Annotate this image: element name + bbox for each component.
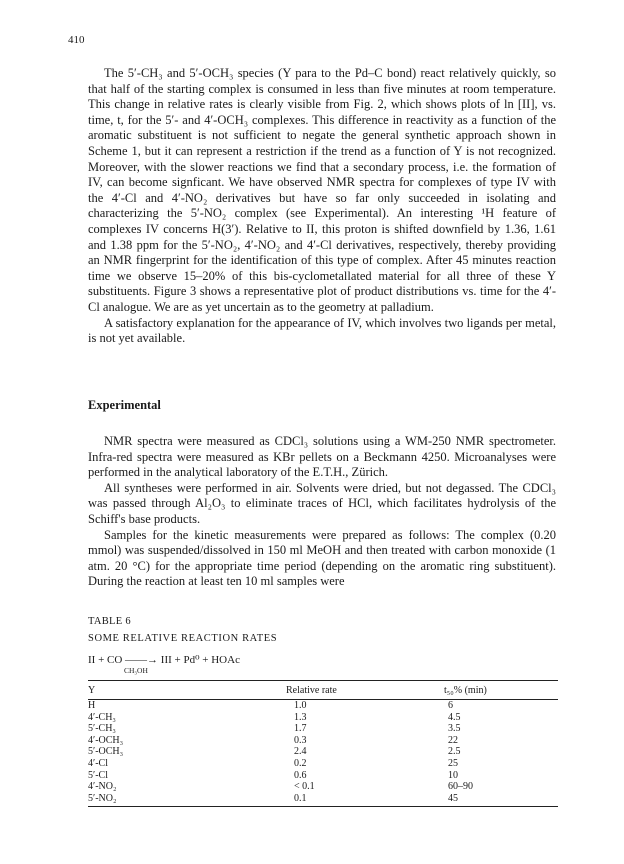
cell-t50: 6 <box>448 700 453 711</box>
section-heading: Experimental <box>88 398 161 412</box>
cell-y: 5′-CH₃ <box>88 723 116 735</box>
cell-t50: 2.5 <box>448 746 461 758</box>
paragraph: Samples for the kinetic measurements were prepared as follows: The complex (0.20 mmol) was suspended/dissolved in 150 ml MeOH and then treated with carbon monoxide (1 atm. 20 °C) for the appropriate time period (depending on the aromatic ring substituent). During the reaction at least ten 10 ml samples were <box>88 527 556 589</box>
body-text-top <box>88 66 556 347</box>
page-number: 410 <box>68 34 85 46</box>
rates-table <box>88 680 558 807</box>
cell-rate: 1.7 <box>294 723 307 735</box>
cell-rate: 1.3 <box>294 711 307 723</box>
cell-t50: 3.5 <box>448 723 461 735</box>
cell-rate: 0.1 <box>246 793 444 807</box>
paragraph: A satisfactory explanation for the appearance of IV, which involves two ligands per metal, is not yet available. <box>88 315 556 346</box>
cell-rate: 0.6 <box>294 769 307 781</box>
table-row <box>88 781 558 793</box>
cell-t50: 22 <box>448 734 458 746</box>
reaction-equation <box>88 653 240 675</box>
cell-y: H <box>88 700 96 711</box>
cell-t50: 45 <box>444 793 558 807</box>
header-relative-rate: Relative rate <box>246 681 444 700</box>
equation-text: II + CO ——→ III + Pd⁰ + HOAc <box>88 654 240 666</box>
table-header-row <box>88 681 558 700</box>
paragraph: The 5′-CH₃ and 5′-OCH₃ species (Y para to the Pd–C bond) react relatively quickly, so that half of the starting complex is consumed in less than five minutes at room temperature. This change in relative rates is clearly visible from Fig. 2, which shows plots of ln [II], vs. time, t, for the 5′- and 4′-OCH₃ complexes. This difference in reactivity as a function of the aromatic substituent is not sufficient to negate the general synthetic approach shown in Scheme 1, but it can represent a restriction if the trend as a function of Y is not recognized. Moreover, with the slower reactions we find that a secondary process, i.e. the formation of IV, can become signficant. We have observed NMR spectra for complexes of type IV with the 4′-Cl and 4′-NO₂ derivatives but have so far only succeeded in isolating and characterizing the 5′-NO₂ complex (see Experimental). An interesting ¹H feature of complexes IV concerns H(3′). Relative to II, this proton is shifted downfield by 1.36, 1.61 and 1.38 ppm for the 5′-NO₂, 4′-NO₂ and 4′-Cl derivatives, respectively, thereby providing an NMR fingerprint for the identification of this type of complex. After 45 minutes reaction time we observe 15–20% of this bis-cyclometallated material for all three of these Y substituents. Figure 3 shows a representative plot of product distributions vs. time for the 4′-Cl analogue. We are as yet uncertain as to the geometry at palladium. <box>88 66 556 314</box>
table-caption: SOME RELATIVE REACTION RATES <box>88 633 278 644</box>
cell-y: 4′-Cl <box>88 757 108 769</box>
cell-y: 4′-NO₂ <box>88 781 117 793</box>
table-row <box>88 735 558 747</box>
cell-t50: 10 <box>448 769 458 781</box>
table-row <box>88 746 558 758</box>
table-row <box>88 770 558 782</box>
table-row <box>88 723 558 735</box>
table-row <box>88 793 558 807</box>
paragraph: All syntheses were performed in air. Solvents were dried, but not degassed. The CDCl₃ was passed through Al₂O₃ to eliminate traces of HCl, which facilitates hydrolysis of the Schiff's base products. <box>88 480 556 526</box>
paragraph: NMR spectra were measured as CDCl₃ solutions using a WM-250 NMR spectrometer. Infra-red spectra were measured as KBr pellets on a Beckmann 4250. Microanalyses were performed in the analytical laboratory of the E.T.H., Zürich. <box>88 434 556 480</box>
cell-y: 4′-OCH₃ <box>88 734 124 746</box>
cell-y: 5′-OCH₃ <box>88 746 124 758</box>
cell-t50: 60–90 <box>448 781 473 793</box>
cell-y: 5′-NO₂ <box>88 793 246 807</box>
cell-t50: 4.5 <box>448 711 461 723</box>
header-y: Y <box>88 681 246 700</box>
cell-rate: 1.0 <box>294 700 307 711</box>
header-t50: t₅₀% (min) <box>444 681 558 700</box>
table-row <box>88 712 558 724</box>
table-label: TABLE 6 <box>88 616 131 627</box>
cell-rate: 0.2 <box>294 757 307 769</box>
cell-rate: < 0.1 <box>294 781 315 793</box>
cell-y: 5′-Cl <box>88 769 108 781</box>
table-row <box>88 700 558 712</box>
cell-rate: 0.3 <box>294 734 307 746</box>
cell-rate: 2.4 <box>294 746 307 758</box>
cell-t50: 25 <box>448 757 458 769</box>
body-text-experimental <box>88 434 556 590</box>
table-row <box>88 758 558 770</box>
cell-y: 4′-CH₃ <box>88 711 116 723</box>
equation-condition: CH₃OH <box>124 666 148 675</box>
